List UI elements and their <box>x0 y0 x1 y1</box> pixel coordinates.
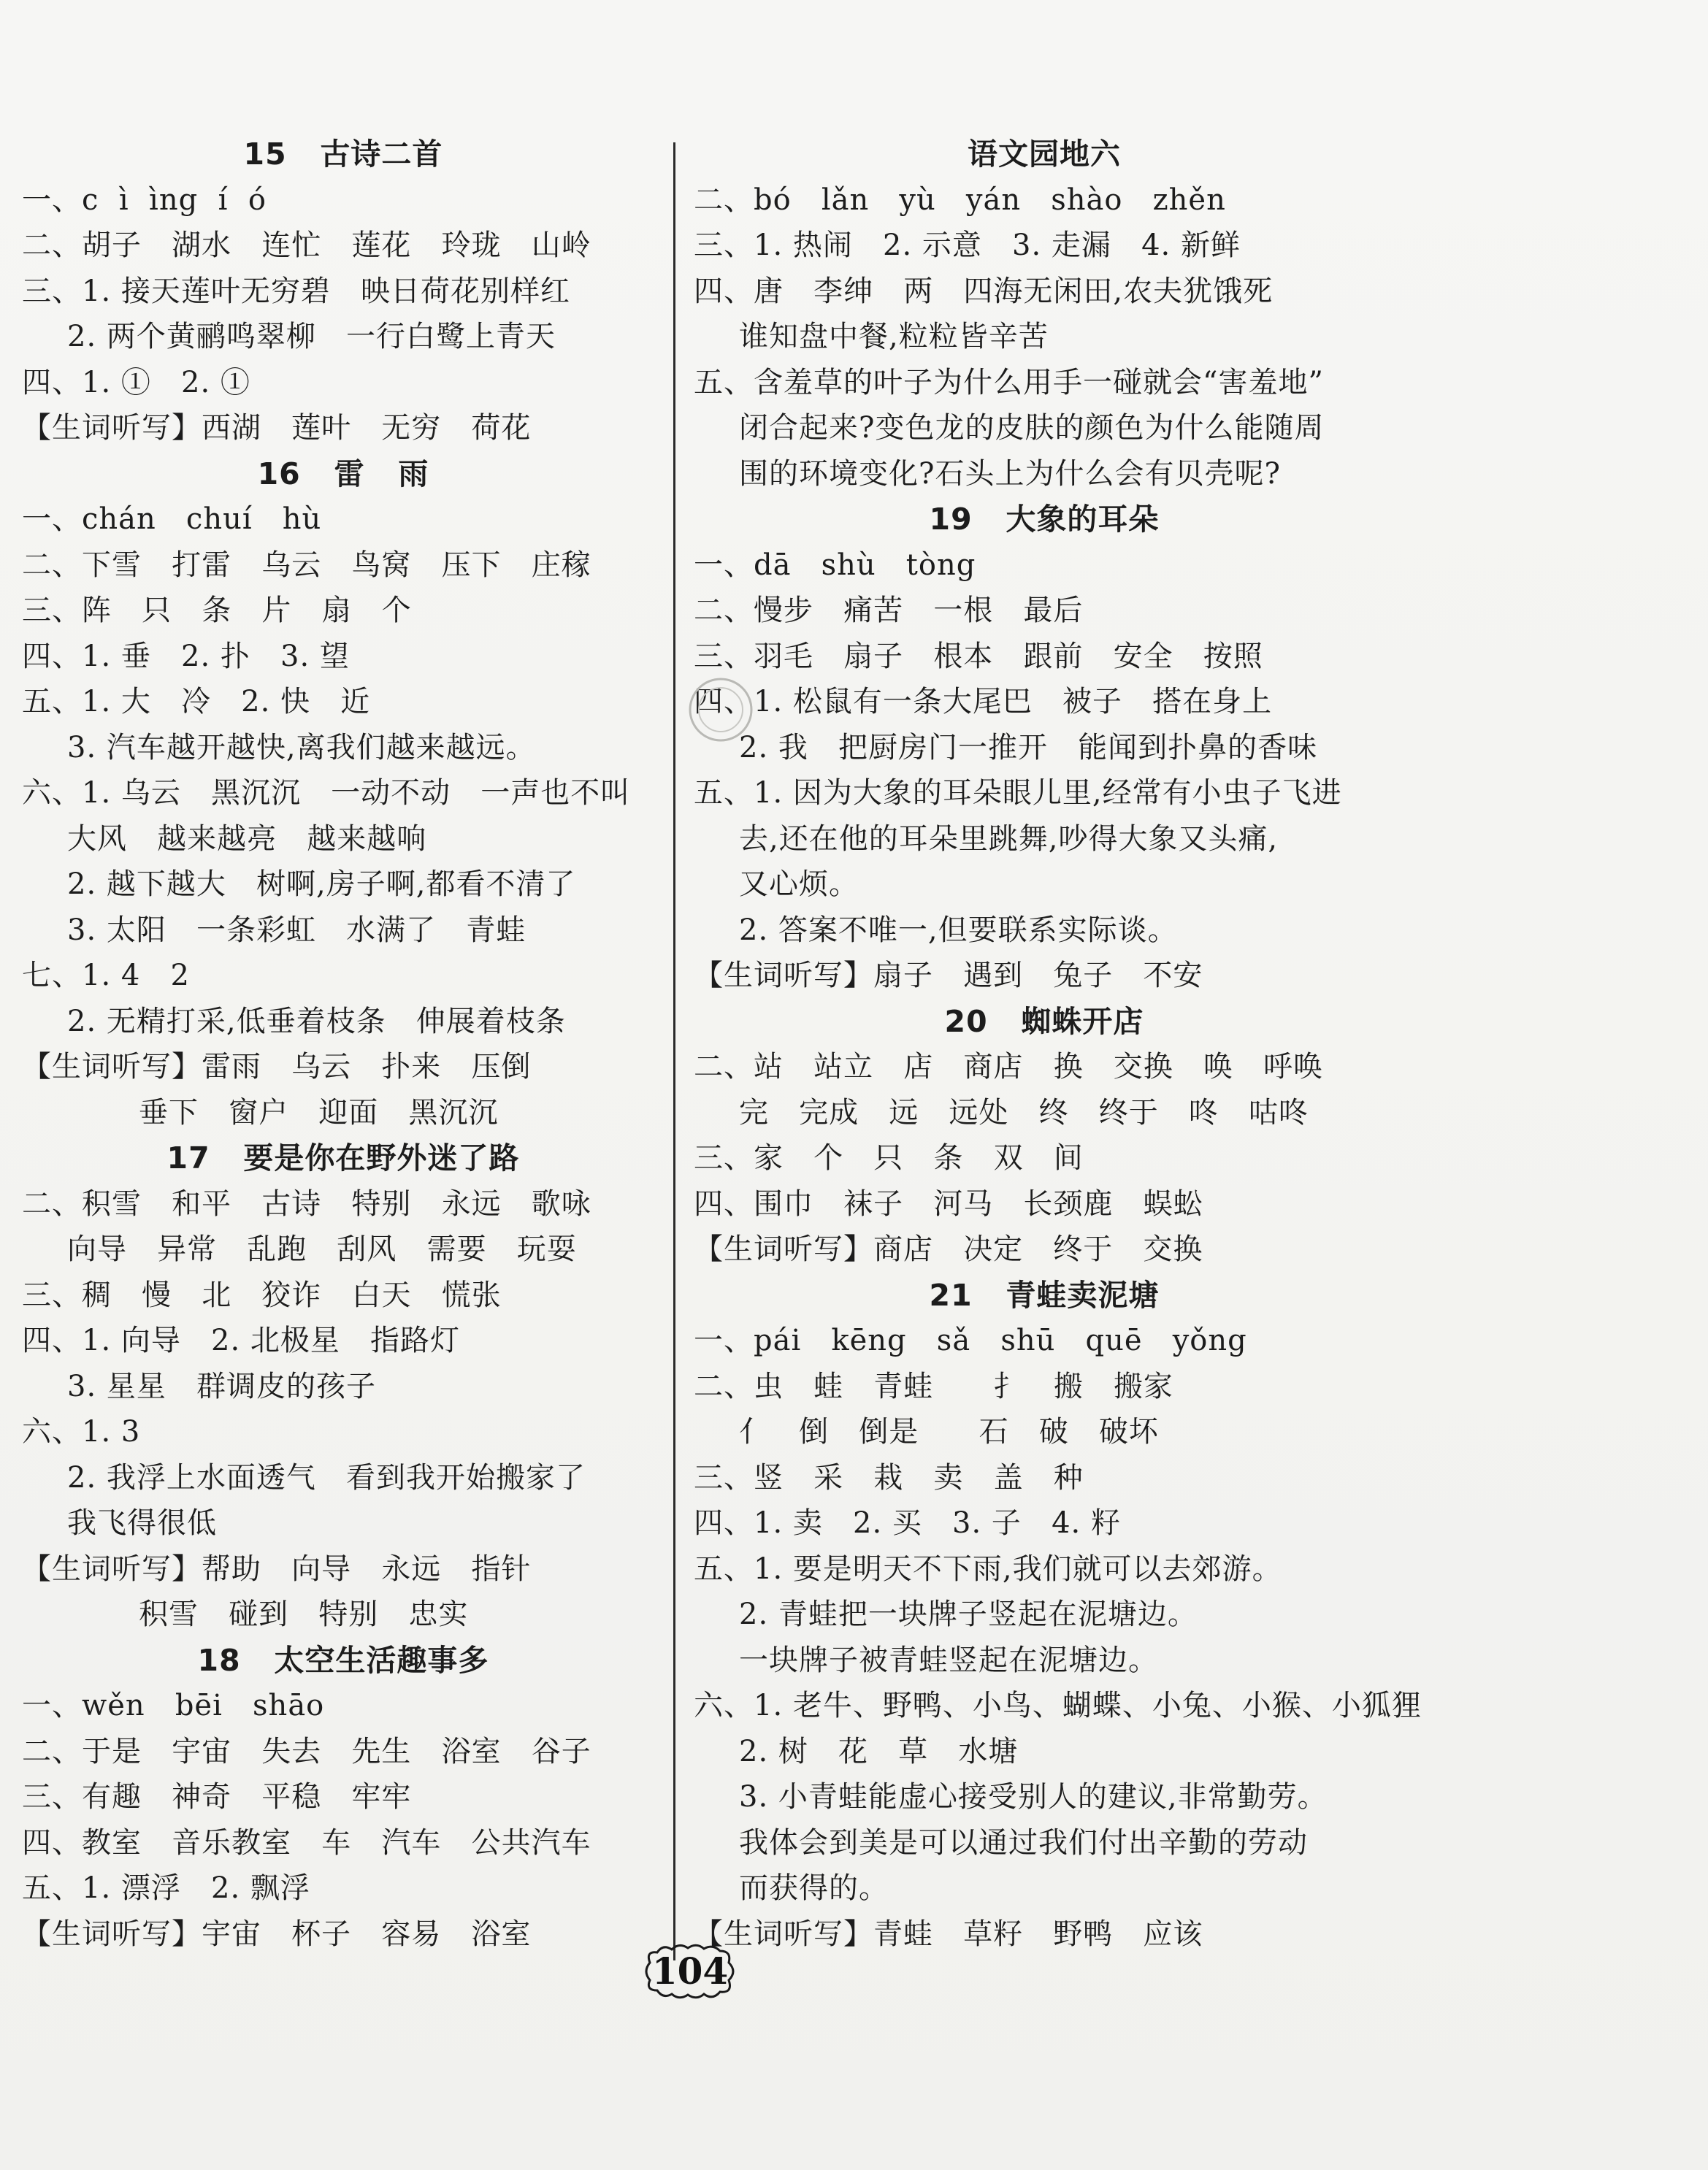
left-answer-line: 向导 异常 乱跑 刮风 需要 玩耍 <box>67 1232 577 1266</box>
left-answer-line: 【生词听写】西湖 莲叶 无穷 荷花 <box>22 411 532 445</box>
left-answer-line: 大风 越来越亮 越来越响 <box>67 821 427 856</box>
left-answer-line: 一、wěn bēi shāo <box>22 1689 325 1722</box>
left-answer-line: 四、1. 垂 2. 扑 3. 望 <box>22 639 350 673</box>
right-answer-line: 而获得的。 <box>739 1871 889 1905</box>
right-answer-line: 四、唐 李绅 两 四海无闲田,农夫犹饿死 <box>694 274 1274 308</box>
left-answer-line: 四、1. 向导 2. 北极星 指路灯 <box>22 1324 461 1357</box>
left-answer-line: 3. 汽车越开越快,离我们越来越远。 <box>67 730 536 764</box>
right-answer-line: 二、慢步 痛苦 一根 最后 <box>694 594 1084 627</box>
right-section-title: 21 青蛙卖泥塘 <box>929 1277 1160 1313</box>
left-answer-line: 【生词听写】宇宙 杯子 容易 浴室 <box>22 1917 532 1951</box>
left-answer-line: 3. 太阳 一条彩虹 水满了 青蛙 <box>67 913 526 947</box>
left-column <box>22 131 665 1957</box>
left-section-title: 17 要是你在野外迷了路 <box>166 1140 520 1176</box>
right-answer-line: 三、羽毛 扇子 根本 跟前 安全 按照 <box>694 639 1263 673</box>
right-answer-line: 闭合起来?变色龙的皮肤的颜色为什么能随周 <box>739 411 1325 445</box>
left-section-title: 15 古诗二首 <box>243 137 443 172</box>
right-answer-line: 完 完成 远 远处 终 终于 咚 咕咚 <box>739 1095 1309 1130</box>
right-answer-line: 二、站 站立 店 商店 换 交换 唤 呼唤 <box>694 1050 1324 1084</box>
left-answer-line: 【生词听写】雷雨 乌云 扑来 压倒 <box>22 1050 532 1084</box>
right-answer-line: 2. 树 花 草 水塘 <box>739 1734 1019 1768</box>
right-answer-line: 五、含羞草的叶子为什么用手一碰就会“害羞地” <box>694 365 1324 399</box>
page-number: 104 <box>651 1949 729 1993</box>
left-answer-line: 三、有趣 神奇 平稳 牢牢 <box>22 1780 412 1814</box>
right-answer-line: 2. 我 把厨房门一推开 能闻到扑鼻的香味 <box>739 730 1318 764</box>
left-section-title: 18 太空生活趣事多 <box>197 1642 489 1678</box>
left-answer-line: 积雪 碰到 特别 忠实 <box>139 1598 469 1631</box>
faint-stamp-icon <box>686 675 756 745</box>
right-answer-line: 亻 倒 倒是 石 破 破坏 <box>739 1415 1159 1449</box>
right-answer-line: 【生词听写】扇子 遇到 兔子 不安 <box>694 959 1203 992</box>
column-divider <box>673 142 675 1960</box>
left-answer-line: 五、1. 漂浮 2. 飘浮 <box>22 1871 310 1905</box>
right-answer-line: 【生词听写】商店 决定 终于 交换 <box>694 1232 1203 1266</box>
left-answer-line: 2. 我浮上水面透气 看到我开始搬家了 <box>67 1460 586 1495</box>
right-column <box>694 131 1422 1957</box>
left-answer-line: 3. 星星 群调皮的孩子 <box>67 1369 377 1403</box>
right-answer-line: 2. 青蛙把一块牌子竖起在泥塘边。 <box>739 1598 1198 1631</box>
right-answer-line: 一块牌子被青蛙竖起在泥塘边。 <box>739 1643 1158 1677</box>
right-answer-line: 围的环境变化?石头上为什么会有贝壳呢? <box>739 456 1281 491</box>
right-section-title: 语文园地六 <box>968 137 1121 172</box>
left-answer-line: 三、1. 接天莲叶无穷碧 映日荷花别样红 <box>22 274 571 308</box>
right-answer-line: 谁知盘中餐,粒粒皆辛苦 <box>739 320 1049 353</box>
right-answer-line: 五、1. 因为大象的耳朵眼儿里,经常有小虫子飞进 <box>694 776 1342 810</box>
right-answer-line: 三、1. 热闹 2. 示意 3. 走漏 4. 新鲜 <box>694 229 1241 262</box>
right-answer-line: 去,还在他的耳朵里跳舞,吵得大象又头痛, <box>739 821 1279 856</box>
right-answer-line: 四、1. 卖 2. 买 3. 子 4. 籽 <box>694 1506 1121 1540</box>
right-answer-line: 六、1. 老牛、野鸭、小鸟、蝴蝶、小兔、小猴、小狐狸 <box>694 1689 1422 1722</box>
left-answer-line: 四、1. ① 2. ① <box>22 365 250 399</box>
left-answer-line: 【生词听写】帮助 向导 永远 指针 <box>22 1552 532 1586</box>
right-answer-line: 三、家 个 只 条 双 间 <box>694 1141 1084 1175</box>
right-section-title: 19 大象的耳朵 <box>929 502 1160 537</box>
left-answer-line: 五、1. 大 冷 2. 快 近 <box>22 685 371 718</box>
left-answer-line: 2. 无精打采,低垂着枝条 伸展着枝条 <box>67 1004 566 1038</box>
right-answer-line: 3. 小青蛙能虚心接受别人的建议,非常勤劳。 <box>739 1780 1328 1814</box>
left-answer-line: 二、胡子 湖水 连忙 莲花 玲珑 山岭 <box>22 229 591 262</box>
left-answer-line: 七、1. 4 2 <box>22 959 190 992</box>
left-section-title: 16 雷 雨 <box>257 456 429 491</box>
right-answer-line: 2. 答案不唯一,但要联系实际谈。 <box>739 913 1178 947</box>
right-answer-line: 四、1. 松鼠有一条大尾巴 被子 搭在身上 <box>694 685 1273 718</box>
left-answer-line: 四、教室 音乐教室 车 汽车 公共汽车 <box>22 1825 591 1860</box>
right-answer-line: 五、1. 要是明天不下雨,我们就可以去郊游。 <box>694 1552 1282 1586</box>
left-answer-line: 六、1. 乌云 黑沉沉 一动不动 一声也不叫 <box>22 776 631 810</box>
right-answer-line: 四、围巾 袜子 河马 长颈鹿 蜈蚣 <box>694 1186 1203 1221</box>
left-answer-line: 三、稠 慢 北 狡诈 白天 慌张 <box>22 1278 502 1312</box>
left-answer-line: 二、于是 宇宙 失去 先生 浴室 谷子 <box>22 1734 591 1768</box>
right-answer-line: 又心烦。 <box>739 867 859 901</box>
right-section-title: 20 蜘蛛开店 <box>944 1003 1144 1039</box>
right-answer-line: 二、虫 蛙 青蛙 扌 搬 搬家 <box>694 1369 1173 1403</box>
left-answer-line: 一、c ì ìng í ó <box>22 183 267 217</box>
left-answer-line: 二、积雪 和平 古诗 特别 永远 歌咏 <box>22 1186 591 1221</box>
left-answer-line: 我飞得很低 <box>67 1506 217 1540</box>
left-answer-line: 二、下雪 打雷 乌云 鸟窝 压下 庄稼 <box>22 548 591 582</box>
left-answer-line: 2. 两个黄鹂鸣翠柳 一行白鹭上青天 <box>67 320 556 353</box>
left-answer-line: 垂下 窗户 迎面 黑沉沉 <box>139 1095 499 1130</box>
left-answer-line: 一、chán chuí hù <box>22 502 322 536</box>
right-answer-line: 一、pái kēng sǎ shū quē yǒng <box>694 1324 1247 1357</box>
right-answer-line: 二、bó lǎn yù yán shào zhěn <box>694 183 1226 217</box>
right-answer-line: 【生词听写】青蛙 草籽 野鸭 应该 <box>694 1917 1203 1951</box>
right-answer-line: 我体会到美是可以通过我们付出辛勤的劳动 <box>739 1825 1308 1860</box>
left-answer-line: 2. 越下越大 树啊,房子啊,都看不清了 <box>67 867 576 901</box>
page-number-badge <box>643 1942 738 2001</box>
right-answer-line: 一、dā shù tòng <box>694 548 976 582</box>
right-answer-line: 三、竖 采 栽 卖 盖 种 <box>694 1460 1084 1495</box>
left-answer-line: 六、1. 3 <box>22 1415 141 1449</box>
left-answer-line: 三、阵 只 条 片 扇 个 <box>22 594 412 627</box>
